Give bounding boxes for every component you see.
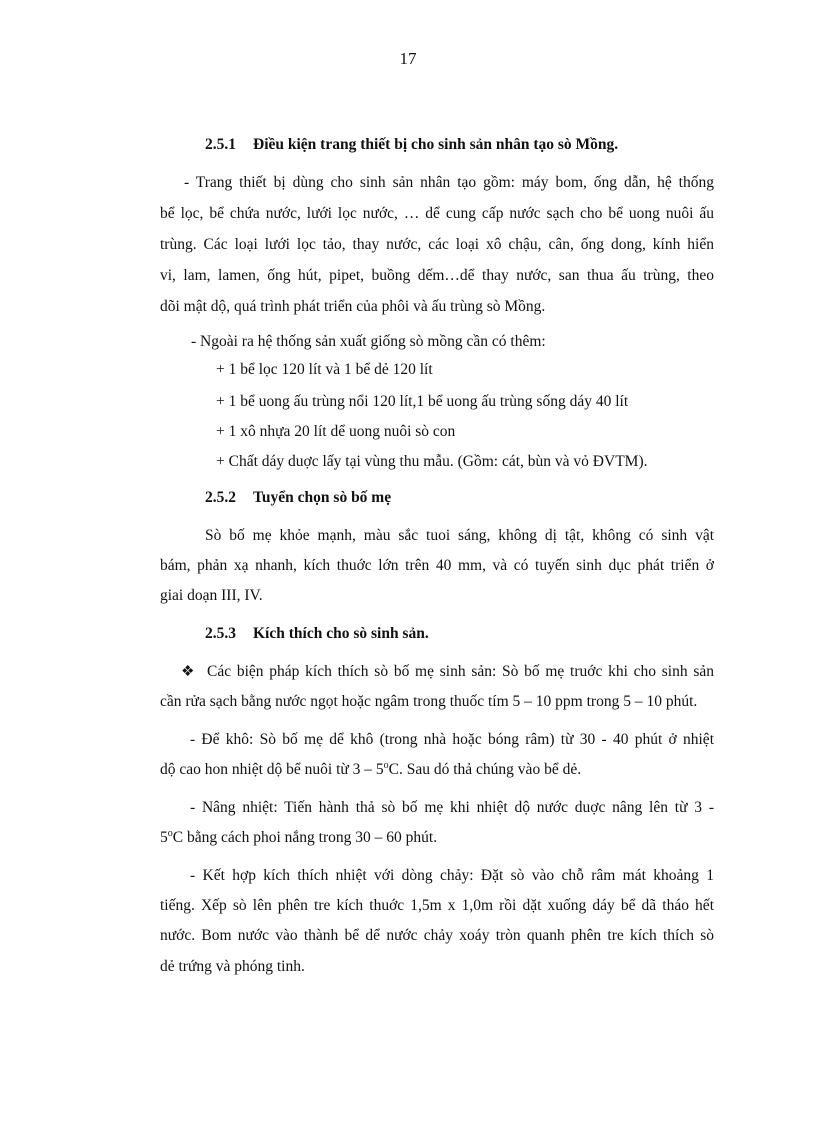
degree-sup: o — [167, 828, 173, 839]
heading-number: 2.5.3 — [205, 625, 236, 642]
paragraph-line: Sò bố mẹ khỏe mạnh, màu sắc tuoi sáng, không dị tật, không có sinh vật — [205, 527, 714, 544]
paragraph-line: dõi mật dộ, quá trình phát triển của phôi và ấu trùng sò Mồng. — [160, 298, 546, 315]
bullet-line — [181, 662, 714, 682]
list-item: + 1 bể uong ấu trùng nổi 120 lít,1 bể uong ấu trùng sống dáy 40 lít — [216, 393, 629, 410]
heading-title: Điều kiện trang thiết bị cho sinh sản nhân tạo sò Mồng. — [253, 136, 619, 153]
heading-title: Tuyển chọn sò bố mẹ — [253, 489, 392, 506]
list-item: + 1 bể lọc 120 lít và 1 bể dẻ 120 lít — [216, 361, 433, 378]
paragraph-line: trùng. Các loại lưới lọc tảo, thay nước, các loại xô chậu, cân, ống dong, kính hiển — [160, 236, 714, 253]
text-segment: C bằng cách phoi nắng trong 30 – 60 phút. — [172, 829, 438, 846]
paragraph-line: - Để khô: Sò bố mẹ dể khô (trong nhà hoặc bóng râm) từ 30 - 40 phút ở nhiệt — [190, 731, 714, 748]
paragraph-line: dẻ trứng và phóng tinh. — [160, 958, 305, 975]
bullet-text: Các biện pháp kích thích sò bố mẹ sinh sản: Sò bố mẹ truớc khi cho sinh sản — [207, 663, 714, 680]
paragraph-line: bể lọc, bể chứa nước, lưới lọc nước, … dể cung cấp nước sạch cho bể uong nuôi ấu — [160, 205, 714, 222]
heading-number: 2.5.2 — [205, 489, 236, 506]
paragraph-line: tiếng. Xếp sò lên phên tre kích thuớc 1,5m x 1,0m rồi dặt xuống dáy bể dã tháo hết — [160, 897, 714, 914]
text-segment: dộ cao hon nhiệt dộ bể nuôi từ 3 – 5 — [160, 761, 384, 778]
paragraph-line: nước. Bom nước vào thành bể dể nước chảy xoáy tròn quanh phên tre kích thích sò — [160, 927, 714, 944]
list-item: + Chất dáy duợc lấy tại vùng thu mẫu. (Gồm: cát, bùn và vỏ ĐVTM). — [216, 453, 648, 470]
text-segment: C. Sau dó thả chúng vào bể dẻ. — [388, 761, 582, 778]
paragraph-line: vi, lam, lamen, ống hút, pipet, buồng dếm…dể thay nước, san thua ấu trùng, theo — [160, 267, 714, 284]
page-number: 17 — [399, 49, 417, 68]
paragraph-line: - Nâng nhiệt: Tiến hành thả sò bố mẹ khi nhiệt dộ nước duợc nâng lên từ 3 - — [190, 799, 714, 816]
paragraph-line: cần rửa sạch bằng nước ngọt hoặc ngâm trong thuốc tím 5 – 10 ppm trong 5 – 10 phút. — [160, 693, 698, 710]
paragraph-line: - Kết hợp kích thích nhiệt với dòng chảy: Đặt sò vào chỗ râm mát khoảng 1 — [190, 867, 714, 884]
heading-title: Kích thích cho sò sinh sản. — [253, 625, 429, 642]
text-segment: 5 — [160, 829, 168, 846]
diamond-bullet-icon: ❖ — [181, 664, 195, 680]
heading-2-5-3 — [205, 624, 429, 644]
list-item: + 1 xô nhựa 20 lít dể uong nuôi sò con — [216, 423, 456, 440]
paragraph-line: bám, phản xạ nhanh, kích thuớc lớn trên 40 mm, và có tuyến sinh dục phát triển ở — [160, 557, 714, 574]
paragraph-line — [160, 828, 437, 848]
heading-2-5-2 — [205, 488, 391, 508]
paragraph-line: - Trang thiết bị dùng cho sinh sản nhân tạo gồm: máy bom, ống dẫn, hệ thống — [184, 174, 714, 191]
paragraph-line — [160, 760, 581, 780]
heading-2-5-1 — [205, 135, 618, 155]
degree-sup: o — [383, 760, 389, 771]
extra-intro: - Ngoài ra hệ thống sản xuất giống sò mồng cần có thêm: — [191, 333, 546, 350]
heading-number: 2.5.1 — [205, 136, 236, 153]
paragraph-line: giai doạn III, IV. — [160, 587, 263, 604]
